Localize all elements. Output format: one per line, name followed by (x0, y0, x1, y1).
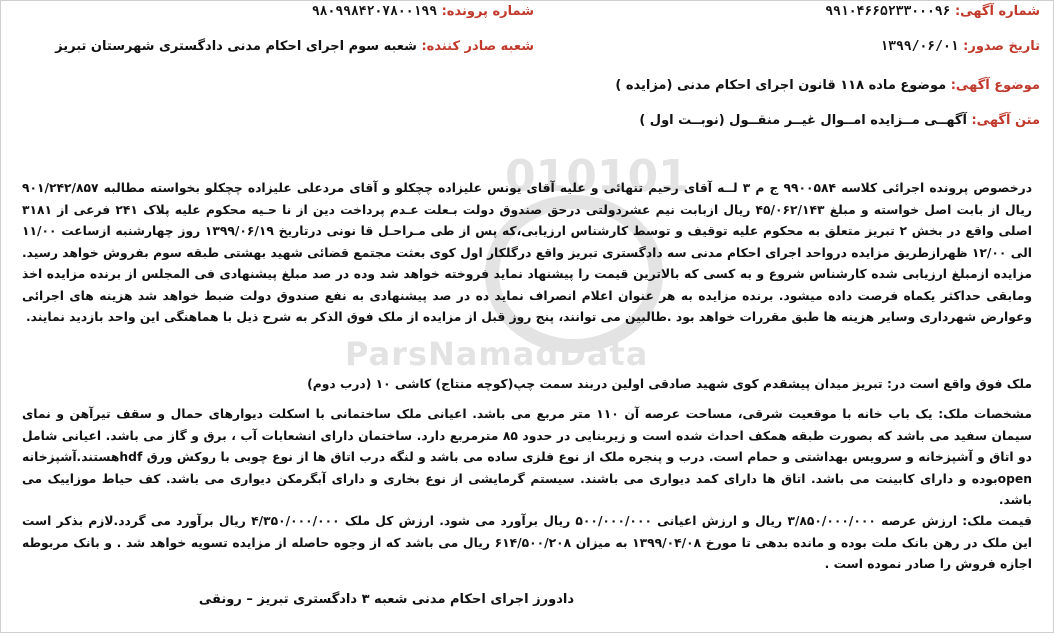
notice-number-label: شماره آگهی: (954, 4, 1040, 19)
subject-value: موضوع ماده ۱۱۸ قانون اجرای احکام مدنی (مزایده ) (615, 78, 947, 93)
case-number-row (312, 4, 534, 19)
property-specs: مشخصات ملک: یک باب خانه با موقعیت شرقی، مساحت عرصه آن ۱۱۰ متر مربع می باشد. اعیانی ملک ساختمانی با اسکلت دیوارهای حمال و سقف تیرآهن و نمای سیمان سفید می باشد که بصورت طبقه همکف احداث شده است و زیربنایی در حدود ۸۵ مترمربع دارد. ساختمان دارای انشعابات آب ، برق و گاز می باشد. اعیانی شامل دو اتاق و آشپزخانه و سرویس بهداشتی و حمام است. درب و پنجره ملک از نوع فلزی ساده می باشد و لنگه درب اتاق ها از نوع چوبی با روکش ورق hdfهستند.آشپزخانه openبوده و دارای کابینت می باشد. اتاق ها دارای کمد دیواری می باشند. سیستم گرمایشی از نوع بخاری و دارای آبگرمکن دیواری می باشد. کف حیاط موزاییک می باشد. (22, 407, 1032, 507)
issuer-label: شعبه صادر کننده: (421, 39, 534, 54)
notice-number: ۹۹۱۰۴۶۶۵۲۳۳۰۰۰۹۶ (825, 4, 951, 19)
property-price: قیمت ملک: ارزش عرصه ۳/۸۵۰/۰۰۰/۰۰۰ ریال و ارزش اعیانی ۵۰۰/۰۰۰/۰۰۰ ریال برآورد می شود. ارزش کل ملک ۴/۳۵۰/۰۰۰/۰۰۰ ریال برآورد می گردد.لازم بذکر است این ملک در رهن بانک ملت بوده و مانده بدهی تا مورخ ۱۳۹۹/۰۴/۰۸ به میزان ۶۱۴/۵۰۰/۲۰۸ ریال می باشد که از وجوه حاصله از مزایده تسویه خواهد شد . و بانک مربوطه اجازه فروش را صادر نموده است . (22, 514, 1032, 571)
notice-text-row (639, 113, 1040, 128)
watermark-number: 010101 (505, 151, 689, 202)
notice-text-label: متن آگهی: (971, 113, 1040, 128)
notice-text-value: آگهــی مــزایده امــوال غیــر منقــول (نوبــت اول ) (639, 113, 967, 128)
subject-row (615, 78, 1040, 93)
watermark-brand: ParsNamadData (345, 335, 649, 373)
subject-label: موضوع آگهی: (950, 78, 1040, 93)
issuer: شعبه سوم اجرای احکام مدنی دادگستری شهرستان تبریز (55, 39, 417, 54)
issue-date-label: تاریخ صدور: (963, 39, 1040, 54)
notice-number-row (825, 4, 1040, 19)
case-number: ۹۸۰۹۹۸۴۲۰۷۸۰۰۱۹۹ (311, 4, 438, 19)
issue-date: ۱۳۹۹/۰۶/۰۱ (880, 39, 959, 54)
issue-date-row (880, 39, 1040, 54)
property-location: ملک فوق واقع است در: تبریز میدان پیشقدم کوی شهید صادقی اولین دربند سمت چپ(کوچه منتاج) کاشی ۱۰ (درب دوم) (307, 377, 1032, 391)
body-paragraph-1: درخصوص پرونده اجرائی کلاسه ۹۹۰۰۵۸۴ ج م ۳ لــه آقای رحیم تنهائی و علیه آقای یونس علیزاده چچکلو و آقای مردعلی علیزاده چچکلو بخواسته مطالبه ۹۰۱/۲۴۲/۸۵۷ ریال از بابت اصل خواسته و مبلغ ۴۵/۰۶۲/۱۴۳ ریال ازبابت نیم عشردولتی درحق صندوق دولت بـعلت عـدم پرداخت دین از نا حـیه محکوم علیه پلاک ۲۴۱ فرعی از ۳۱۸۱ اصلی واقع در بخش ۲ تبریز متعلق به محکوم علیه توقیف و توسط کارشناس ارزیابی،که پس از طی مـراحـل قا نونی درتاریخ ۱۳۹۹/۰۶/۱۹ روز چهارشنبه ازساعت ۱۱/۰۰ الی ۱۲/۰۰ ظهرازطریق مزایده درواحد اجرای احکام مدنی سه دادگستری تبریز واقع درگلکار اول کوی بعثت مجتمع قضائی شهید بهشتی طبقه سوم بفروش خواهد رسید. مزایده ازمبلغ ارزیابی شده کارشناس شروع و به کسی که بالاترین قیمت را پیشنهاد نماید فروخته خواهد شد وده در صد مبلغ پیشنهادی فی المجلس از برنده مزایده اخذ ومابقی حداکثر یکماه فرصت داده میشود. برنده مزایده به هر عنوان اعلام انصراف نماید ده در صد پیشنهادی به نفع صندوق دولت ضبط خواهد شد هزینه های اجرائی وعوارض شهرداری وسایر هزینه ها طبق مقررات خواهد بود .طالبین می توانند، پنج روز قبل از مزایده از ملک فوق الذکر به شرح ذیل با هماهنگی این واحد بازدید نمایند. (22, 181, 1033, 324)
issuer-row (55, 39, 534, 54)
case-number-label: شماره پرونده: (441, 4, 534, 19)
signature: دادورز اجرای احکام مدنی شعبه ۳ دادگستری تبریز – رونقی (198, 592, 574, 607)
